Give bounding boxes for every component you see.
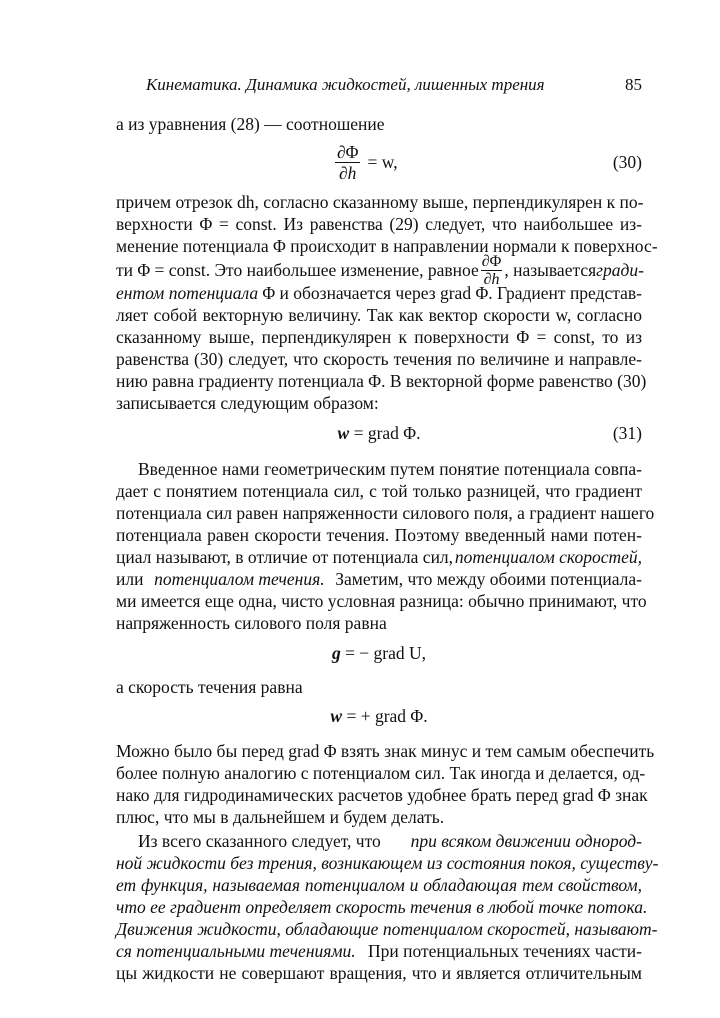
para4-line-7: цы жидкости не совершают вращения, что и является отличительным xyxy=(116,963,642,983)
para1-line-6: ляет собой векторную величину. Так как вектор скорости w, согласно xyxy=(116,305,642,325)
para2-line-5 xyxy=(116,546,642,568)
para4-line-5: Движения жидкости, обладающие потенциалом скоростей, называют- xyxy=(116,919,658,939)
eq-w-rhs: = + grad Φ. xyxy=(346,706,428,726)
intro-line: а из уравнения (28) — соотношение xyxy=(116,114,385,134)
para2-term-velocity-potential: потенциалом скоростей, xyxy=(454,547,642,567)
eq31-rhs: = grad Φ. xyxy=(353,423,421,443)
para2-term-flow-potential: потенциалом течения. xyxy=(154,569,325,589)
eq31-lhs: w xyxy=(337,423,350,443)
para1-line-8: равенства (30) следует, что скорость течения по величине и направле- xyxy=(116,349,642,369)
para1-line-5-rest: Φ и обозначается через grad Φ. Градиент представ- xyxy=(262,283,642,303)
para1-term-gradient: гради- xyxy=(596,260,644,280)
para4-line-6 xyxy=(116,940,642,962)
para4-line-4: что ее градиент определяет скорость течения в любой точке потока. xyxy=(116,897,648,917)
para1-line-5 xyxy=(116,282,642,304)
para2-line-8: напряженность силового поля равна xyxy=(116,613,387,633)
eq30-rhs: = w, xyxy=(367,151,398,172)
page-number: 85 xyxy=(625,75,642,94)
para1-line-4-middle: , называется xyxy=(504,260,597,280)
para1-line-2: верхности Φ = const. Из равенства (29) следует, что наибольшее из- xyxy=(116,214,642,234)
para2-line-3: потенциала сил равен напряженности силового поля, а градиент нашего xyxy=(116,503,655,523)
para3-line-4: плюс, что мы в дальнейшем и будем делать. xyxy=(116,807,445,827)
running-header xyxy=(116,72,642,98)
para4-line-6-italic: ся потенциальными течениями. xyxy=(116,941,356,961)
para2-line-6-rest: Заметим, что между обоими потенциала- xyxy=(335,569,642,589)
para2-line-7: ми имеется еще одна, чисто условная разница: обычно принимают, что xyxy=(116,591,647,611)
para2-line-1: Введенное нами геометрическим путем понятие потенциала совпа- xyxy=(138,459,642,479)
eq-w-lhs: w xyxy=(330,706,343,726)
eq31-number: (31) xyxy=(612,423,642,443)
para3-line-1: Можно было бы перед grad Φ взять знак минус и тем самым обеспечить xyxy=(116,741,655,761)
para1-line-9: нию равна градиенту потенциала Φ. В векторной форме равенство (30) xyxy=(116,371,647,391)
para2-line-2: дает с понятием потенциала сил, с той только разницей, что градиент xyxy=(116,481,642,501)
para1-line-1: причем отрезок dh, согласно сказанному выше, перпендикулярен к по- xyxy=(116,192,644,212)
para1-line-3: менение потенциала Φ происходит в направлении нормали к поверхнос- xyxy=(116,236,658,256)
equation-30 xyxy=(116,136,642,188)
para2-line-6 xyxy=(116,568,642,590)
inline-fraction-denominator: ∂h xyxy=(483,270,500,288)
eq30-number: (30) xyxy=(612,152,642,172)
running-title: Кинематика. Динамика жидкостей, лишенных трения xyxy=(146,75,545,94)
para4-line-1 xyxy=(116,830,642,852)
para3-line-3: нако для гидродинамических расчетов удобнее брать перед grad Φ знак xyxy=(116,785,648,805)
eq30-denominator: ∂h xyxy=(339,162,357,183)
para1-line-10: записывается следующим образом: xyxy=(116,393,379,413)
para1-line-4-start: ти Φ = const. Это наибольшее изменение, равное xyxy=(116,260,479,280)
para1-term-gradient-cont: ентом потенциала xyxy=(116,283,259,303)
inline-fraction-numerator: ∂Φ xyxy=(481,252,502,270)
para3-line-2: более полную аналогию с потенциалом сил. Так иногда и делается, од- xyxy=(116,763,646,783)
para1-line-7: сказанному выше, перпендикулярен к поверхности Φ = const, то из xyxy=(116,327,642,347)
para4-line-1-start: Из всего сказанного следует, что xyxy=(138,831,381,851)
para4-line-3: ет функция, называемая потенциалом и обладающая тем свойством, xyxy=(116,875,642,895)
para2-line-5-start: циал называют, в отличие от потенциала сил, xyxy=(116,547,454,567)
eq30-numerator: ∂Φ xyxy=(337,141,359,162)
eq-g-lhs: g xyxy=(331,643,341,663)
para4-line-2: ной жидкости без трения, возникающем из состояния покоя, существу- xyxy=(116,853,659,873)
para2-line-4: потенциала равен скорости течения. Поэтому введенный нами потен- xyxy=(116,525,642,545)
eq30-fraction xyxy=(335,142,360,183)
eq-g-rhs: = − grad U, xyxy=(345,643,427,663)
para2-line-6-or: или xyxy=(116,569,144,589)
para4-line-6-rest: При потенциальных течениях части- xyxy=(367,941,642,961)
mid-line: а скорость течения равна xyxy=(116,677,303,697)
para4-line-1-italic: при всяком движении однород- xyxy=(410,831,642,851)
